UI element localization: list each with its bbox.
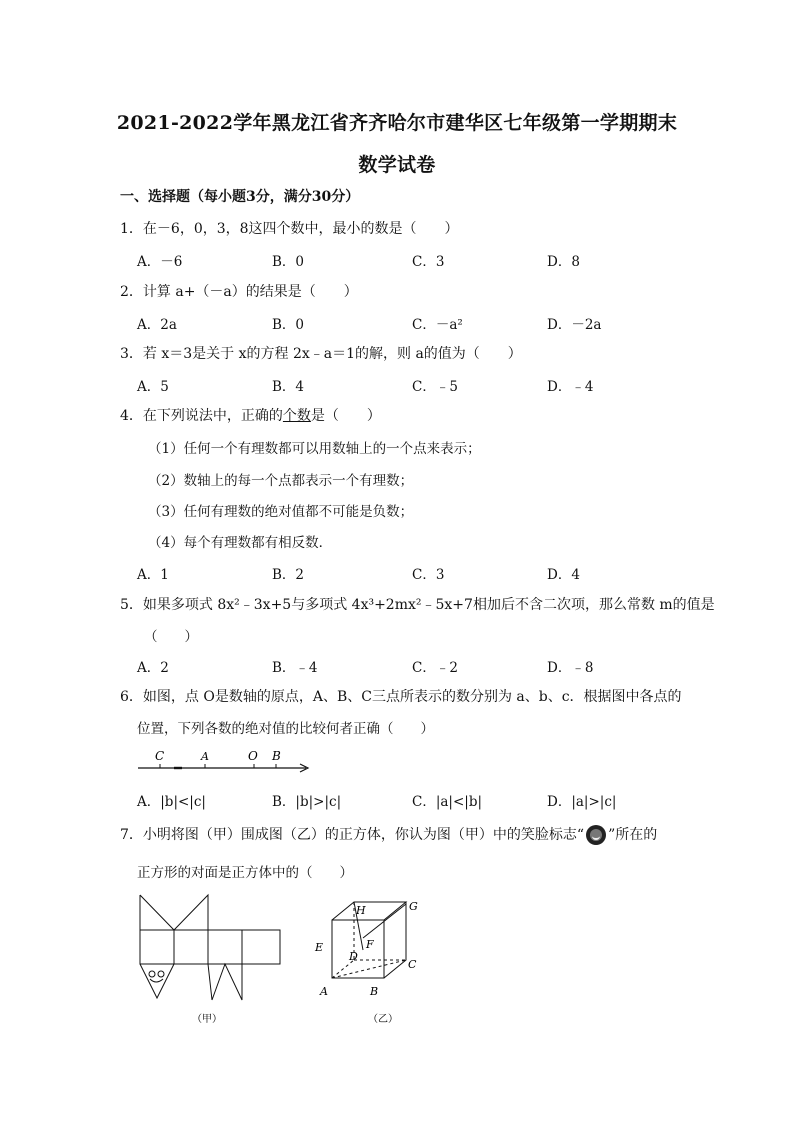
question-3-stem: 3．若 x＝3是关于 x的方程 2x﹣a＝1的解，则 a的值为（ ） [120,346,522,362]
net-smiley-eye-left [149,971,155,977]
q4-stem-underlined: 个数 [282,408,311,424]
q5-option-d: D．﹣8 [547,660,594,676]
q4-option-b: B．2 [272,567,305,583]
q4-statement-4: （4）每个有理数都有相反数． [148,535,333,551]
q3-option-c: C．﹣5 [412,379,458,395]
q4-option-d: D．4 [547,567,580,583]
label-b: B [370,985,379,998]
q3-option-d: D．﹣4 [547,379,594,395]
question-7-stem-cont: 正方形的对面是正方体中的（ ） [137,865,353,881]
q2-option-d: D．－2a [547,317,602,333]
label-d: D [349,950,358,963]
label-a: A [320,985,328,998]
q4-stem-pre: 4．在下列说法中，正确的 [120,408,283,424]
question-1-stem: 1．在－6，0，3，8这四个数中，最小的数是（ ） [120,221,459,237]
q1-option-c: C．3 [412,254,445,270]
cube-net-figure [130,890,290,1030]
q3-option-a: A．5 [137,379,169,395]
question-6-stem-cont: 位置，下列各数的绝对值的比较何者正确（ ） [137,721,434,737]
net-smiley-eye-right [158,971,164,977]
q5-option-c: C．﹣2 [412,660,458,676]
q4-statement-1: （1）任何一个有理数都可以用数轴上的一个点来表示； [148,441,481,457]
question-6-stem: 6．如图，点 O是数轴的原点，A、B、C三点所表示的数分别为 a、b、c．根据图中各点的 [120,689,682,705]
question-5-stem-cont: （ ） [144,629,198,645]
number-line-figure [130,744,320,776]
q4-statement-2: （2）数轴上的每一个点都表示一个有理数； [148,473,414,489]
page-title: 2021-2022学年黑龙江省齐齐哈尔市建华区七年级第一学期期末 [116,112,678,134]
q5-option-a: A．2 [137,660,169,676]
q4-option-c: C．3 [412,567,445,583]
question-2-stem: 2．计算 a+（－a）的结果是（ ） [120,284,358,300]
net-bottom-triangle-2 [208,964,242,1000]
question-4-stem [120,405,381,425]
label-c: C [408,958,417,971]
net-square-4 [242,930,280,964]
label-g: G [409,900,418,913]
q4-stem-post: 是（ ） [310,408,381,424]
question-7-stem [120,824,657,845]
q3-option-b: B．4 [272,379,305,395]
label-b: B [272,749,281,763]
q5-option-b: B．﹣4 [272,660,318,676]
cube-caption: （乙） [368,1014,398,1025]
page-subtitle: 数学试卷 [358,154,436,176]
cube-front-face [332,920,384,978]
q6-option-a: A．|b|<|c| [137,794,206,810]
q6-option-b: B．|b|>|c| [272,794,342,810]
q4-option-a: A．1 [137,567,169,583]
question-5-stem: 5．如果多项式 8x²﹣3x+5与多项式 4x³+2mx²﹣5x+7相加后不含二次项，那么常数 m的值是 [120,597,715,613]
net-bottom-triangle-1 [140,964,174,998]
q7-stem-post: ”所在的 [608,827,658,843]
label-c: C [155,749,165,763]
q1-option-d: D．8 [547,254,580,270]
net-square-3 [208,930,242,964]
section-heading: 一、选择题（每小题3分，满分30分） [120,189,360,205]
q1-option-a: A．－6 [137,254,183,270]
net-caption: （甲） [192,1014,222,1025]
net-top-triangles [140,895,208,930]
q6-option-c: C．|a|<|b| [412,794,483,810]
cube-figure [310,898,430,1026]
net-square-2 [174,930,208,964]
label-h: H [356,904,366,917]
cube-top-edges [332,902,406,920]
q2-option-c: C．－a² [412,317,463,333]
q2-option-b: B．0 [272,317,305,333]
label-o: O [248,749,258,763]
net-square-1 [140,930,174,964]
q2-option-a: A．2a [137,317,177,333]
label-a: A [201,750,209,763]
q7-stem-pre: 7．小明将图（甲）围成图（乙）的正方体，你认为图（甲）中的笑脸标志“ [120,827,585,843]
label-f: F [366,938,374,951]
net-smiley-mouth [150,979,163,982]
smiley-face-icon [586,825,606,845]
q4-statement-3: （3）任何有理数的绝对值都不可能是负数； [148,504,414,520]
q6-option-d: D．|a|>|c| [547,794,617,810]
cube-right-edges [384,902,406,978]
q1-option-b: B．0 [272,254,305,270]
label-e: E [315,941,324,954]
